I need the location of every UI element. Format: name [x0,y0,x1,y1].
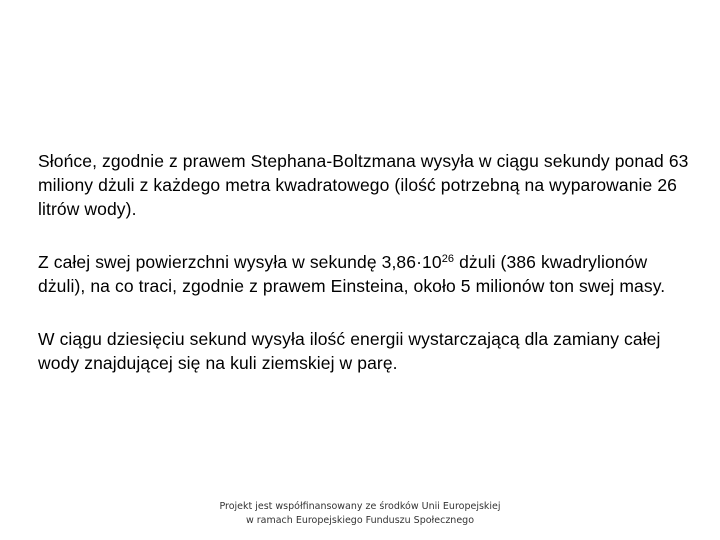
paragraph-energy-comparison: W ciągu dziesięciu sekund wysyła ilość energii wystarczającą dla zamiany całej wody znajdującej się na kuli ziemskiej w parę. [38,329,661,373]
funding-footer [0,500,720,528]
total-power-text: Z całej swej powierzchni wysyła w sekundę 3,86·10 [38,252,442,272]
footer-line-2: w ramach Europejskiego Funduszu Społecznego [245,515,475,526]
paragraph-solar-flux: Słońce, zgodnie z prawem Stephana-Boltzmana wysyła w ciągu sekundy ponad 63 miliony dżuli z każdego metra kwadratowego (ilość potrzebną na wyparowanie 26 litrów wody). [38,151,689,219]
exponent: 26 [441,253,455,265]
footer-line-1: Projekt jest współfinansowany ze środków Unii Europejskiej [219,501,501,512]
paragraph-total-power [38,250,698,298]
slide-body [38,149,698,375]
total-power-text-continued: dżuli (386 kwadrylionów dżuli), na co traci, zgodnie z prawem Einsteina, około 5 milionów ton swej masy. [38,252,666,296]
